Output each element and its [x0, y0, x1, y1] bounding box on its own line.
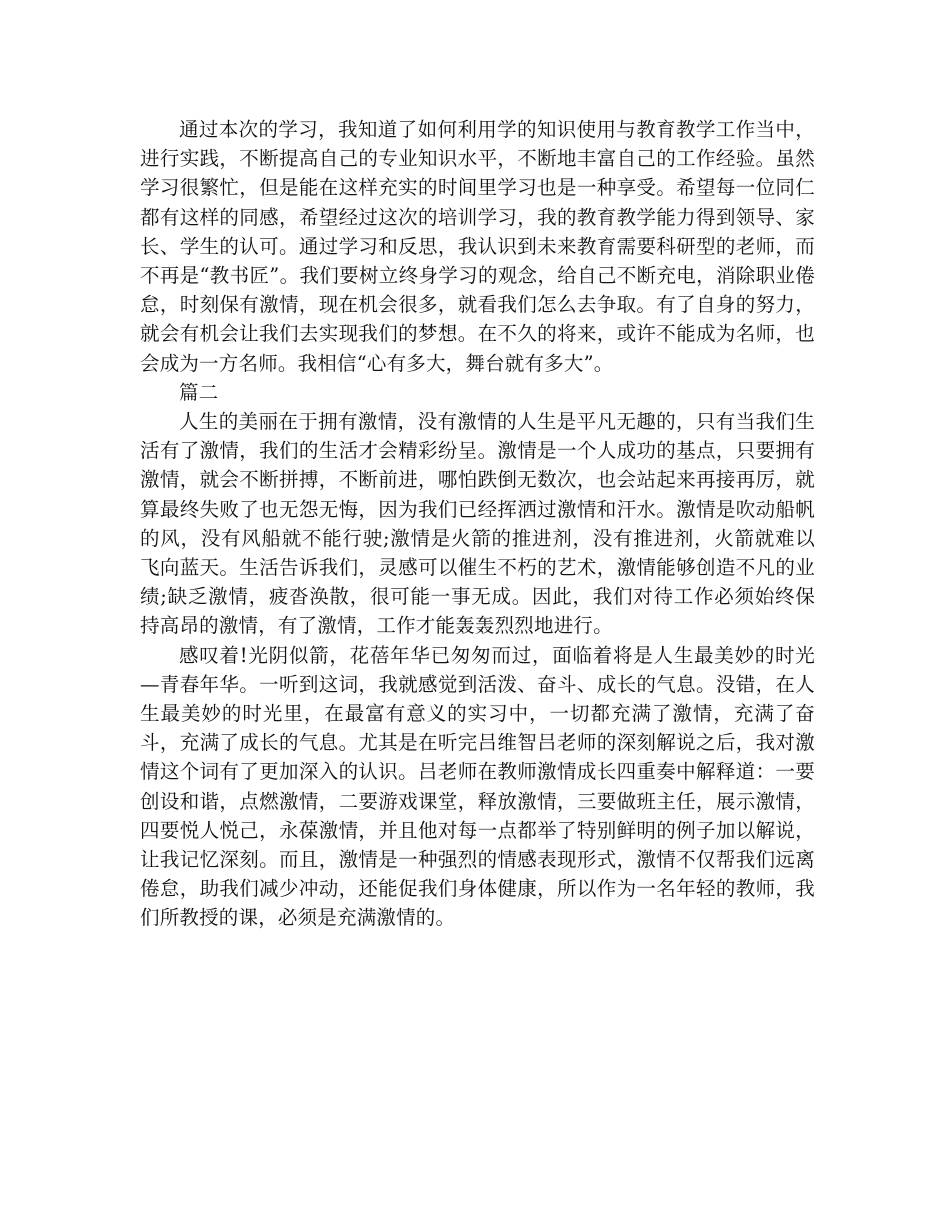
document-body — [140, 115, 815, 933]
paragraph-youth-and-passion: 感叹着!光阴似箭，花蓓年华已匆匆而过，面临着将是人生最美妙的时光—青春年华。一听到这词，我就感觉到活泼、奋斗、成长的气息。没错，在人生最美妙的时光里，在最富有意义的实习中，一切都充满了激情，充满了奋斗，充满了成长的气息。尤其是在听完吕维智吕老师的深刻解说之后，我对激情这个词有了更加深入的认识。吕老师在教师激情成长四重奏中解释道：一要创设和谐，点燃激情，二要游戏课堂，释放激情，三要做班主任，展示激情，四要悦人悦己，永葆激情，并且他对每一点都举了特别鲜明的例子加以解说，让我记忆深刻。而且，激情是一种强烈的情感表现形式，激情不仅帮我们远离倦怠，助我们减少冲动，还能促我们身体健康，所以作为一名年轻的教师，我们所教授的课，必须是充满激情的。 — [140, 643, 815, 930]
paragraph-passion-in-life: 人生的美丽在于拥有激情，没有激情的人生是平凡无趣的，只有当我们生活有了激情，我们的生活才会精彩纷呈。激情是一个人成功的基点，只要拥有激情，就会不断拼搏，不断前进，哪怕跌倒无数次，也会站起来再接再厉，就算最终失败了也无怨无悔，因为我们已经挥洒过激情和汗水。激情是吹动船帆的风，没有风船就不能行驶;激情是火箭的推进剂，没有推进剂，火箭就难以飞向蓝天。生活告诉我们，灵感可以催生不朽的艺术，激情能够创造不凡的业绩;缺乏激情，疲沓涣散，很可能一事无成。因此，我们对待工作必须始终保持高昂的激情，有了激情，工作才能轰轰烈烈地进行。 — [140, 410, 815, 638]
paragraph-study-reflection: 通过本次的学习，我知道了如何利用学的知识使用与教育教学工作当中，进行实践，不断提高自己的专业知识水平，不断地丰富自己的工作经验。虽然学习很繁忙，但是能在这样充实的时间里学习也是一种享受。希望每一位同仁都有这样的同感，希望经过这次的培训学习，我的教育教学能力得到领导、家长、学生的认可。通过学习和反思，我认识到未来教育需要科研型的老师，而不再是“教书匠”。我们要树立终身学习的观念，给自己不断充电，消除职业倦怠，时刻保有激情，现在机会很多，就看我们怎么去争取。有了自身的努力，就会有机会让我们去实现我们的梦想。在不久的将来，或许不能成为名师，也会成为一方名师。我相信“心有多大，舞台就有多大”。 — [140, 118, 815, 375]
section-heading-part-two: 篇二 — [179, 380, 219, 404]
